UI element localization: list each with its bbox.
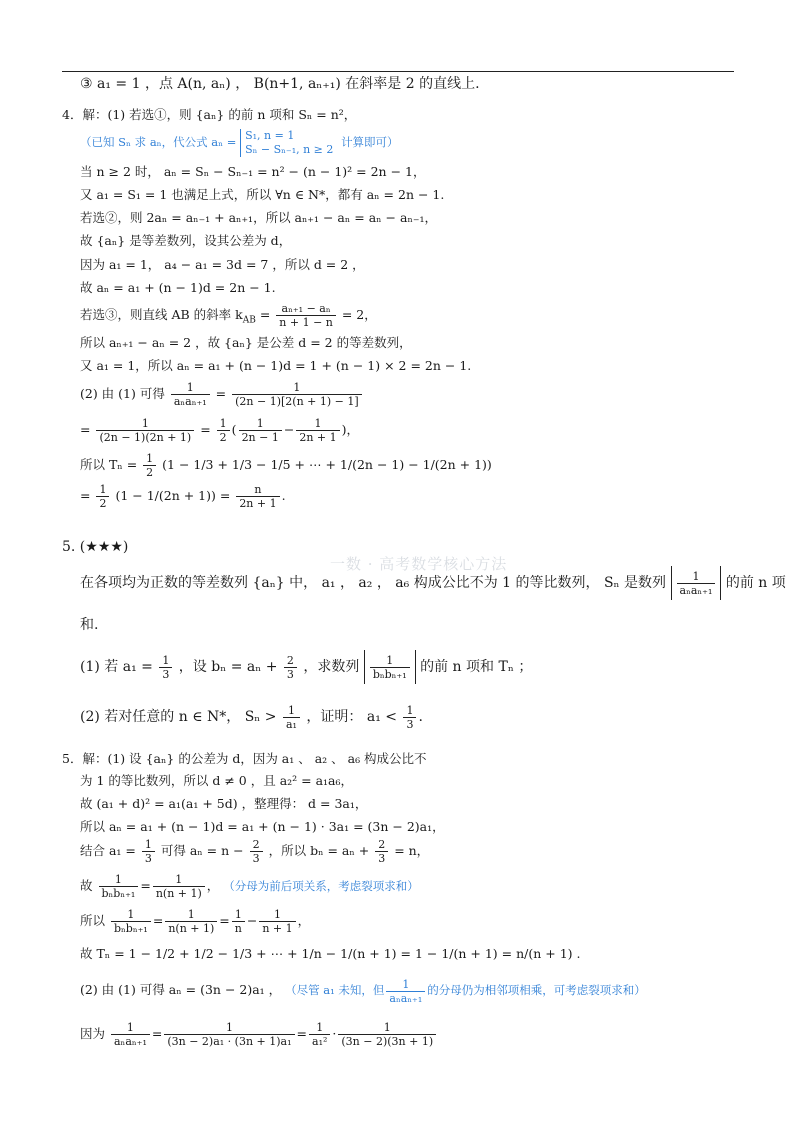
s4-l15-half <box>96 483 109 510</box>
s4-l9-sub: AB <box>242 315 256 326</box>
s4-l13-d1: (2n − 1)(2n + 1) <box>99 431 192 444</box>
s5-line-10: 因为 $\frac{1}{\text{aₙaₙ₊₁}}$ = $\frac{1}{\text{(3n − 2)a₁ · (3n + 1)a₁}}$ = $\frac{1}{\text{a₁²}}$ · $\frac{1}{(3n - 2)(3n + 1)}$ <box>80 1017 438 1051</box>
s5-line-9 <box>80 975 646 1005</box>
p5-q1-frac-a1 <box>159 654 172 681</box>
s5-l5-frac-2 <box>250 838 263 865</box>
s4-note-case-1: S₁, n = 1 <box>245 129 295 142</box>
s5-l9-note-frac <box>386 978 425 1005</box>
s4-slope-den: n + 1 − n <box>279 316 333 329</box>
s4-l15-half-d: 2 <box>99 497 107 510</box>
s5-l10-n1: 1 <box>111 1021 150 1035</box>
s5-l10-n2: 1 <box>164 1021 294 1035</box>
s5-l5-d1: 3 <box>144 852 152 865</box>
s5-l6-d2: n(n + 1) <box>155 887 202 900</box>
s5-l9-note-n: 1 <box>386 978 425 992</box>
p5-q1-pre: (1) 若 a₁ = <box>80 659 153 675</box>
s5-l9-pre: (2) 由 (1) 可得 aₙ = (3n − 2)a₁ ， <box>80 982 282 997</box>
s5-l9-note-pre: （尽管 a₁ 未知，但 <box>285 983 385 997</box>
s5-l6-note: （分母为前后项关系，考虑裂项求和） <box>223 879 419 893</box>
s5-line-7: 所以 $\frac{1}{\text{bₙbₙ₊₁}}$ = $\frac{1}{n(n + 1)}$ = $\frac{1}{n}$ − $\frac{1}{n + 1}$ ， <box>80 908 311 935</box>
p5-q1-n2: 2 <box>284 654 297 668</box>
s4-l12-eq: = <box>215 386 227 401</box>
s4-l12-d1: aₙaₙ₊₁ <box>173 395 207 408</box>
p5-q1-n3: 1 <box>370 654 410 668</box>
p5-q2-pre: (2) 若对任意的 n ∈ N*， Sₙ > <box>80 709 277 725</box>
s4-note-case-2: Sₙ − Sₙ₋₁, n ≥ 2 <box>245 143 334 156</box>
p5-q1-d1: 3 <box>162 667 170 681</box>
s4-l15-n: n <box>236 483 279 497</box>
s4-line-6: 故 {aₙ} 是等差数列，设其公差为 d， <box>80 233 292 248</box>
s4-note-post: 计算即可） <box>341 135 399 149</box>
s5-l7-frac-2 <box>165 908 217 935</box>
s4-line-11: 又 a₁ = 1，所以 aₙ = a₁ + (n − 1)d = 1 + (n − 1) × 2 = 2n − 1. <box>80 358 472 373</box>
s5-l9-note-post: 的分母仍为相邻项相乘，可考虑裂项求和） <box>427 983 646 997</box>
s4-line-7: 因为 a₁ = 1， a₄ − a₁ = 3d = 7 ，所以 d = 2 ， <box>80 257 365 272</box>
p5-q1-seq <box>364 650 416 684</box>
s4-l14-pre: 所以 Tₙ = <box>80 457 138 472</box>
s5-l9-note <box>285 977 646 1005</box>
s4-line-4: 又 a₁ = S₁ = 1 也满足上式，所以 ∀n ∈ N*，都有 aₙ = 2n − 1. <box>80 187 445 202</box>
s5-l10-d1: aₙaₙ₊₁ <box>114 1035 147 1048</box>
s5-l5-post: = n， <box>394 843 430 858</box>
p5-q1-frac-seq <box>370 654 410 681</box>
p5-q1-d2: 3 <box>286 667 294 681</box>
s4-note-formula <box>80 127 399 157</box>
s4-l9-post: = 2， <box>341 307 377 322</box>
s5-l7-pre: 所以 <box>80 913 106 928</box>
s4-l15-pre: = <box>80 488 91 503</box>
s4-line-12 <box>80 377 364 411</box>
s4-l15-frac <box>236 483 279 510</box>
s4-line-8: 故 aₙ = a₁ + (n − 1)d = 2n − 1. <box>80 280 276 295</box>
s5-l7-frac-3 <box>232 908 245 935</box>
p5-q1-post: 的前 n 项和 Tₙ ； <box>420 659 533 675</box>
s5-l6-frac-1 <box>99 873 139 900</box>
s4-line-9 <box>80 300 377 336</box>
p5-q2-frac-third <box>403 704 416 731</box>
s4-l14-half-n: 1 <box>143 452 156 466</box>
s5-l7-frac-1 <box>111 908 151 935</box>
p5-q1-mid2: ，求数列 <box>303 659 360 675</box>
p5-l1-seq <box>671 566 722 600</box>
s5-line-5 <box>80 836 429 866</box>
s5-l7-d3: n <box>234 922 242 935</box>
s5-l7-d4: n + 1 <box>262 922 293 935</box>
p5-q2-frac-a1 <box>283 704 300 731</box>
s4-l9-pre: 若选③，则直线 AB 的斜率 k <box>80 307 243 322</box>
s5-l7-n4: 1 <box>259 908 295 922</box>
s4-l12-n2: 1 <box>232 381 362 395</box>
s5-line-2: 为 1 的等比数列，所以 d ≠ 0 ，且 a₂² = a₁a₆， <box>80 773 354 788</box>
s5-l7-d2: n(n + 1) <box>168 922 215 935</box>
s4-l12-frac-1 <box>171 381 210 408</box>
p5-l1-post: 的前 n 项 <box>725 575 786 591</box>
s4-l12-n1: 1 <box>171 381 210 395</box>
s5-l10-frac-3 <box>309 1021 330 1048</box>
s4-l13-n1: 1 <box>96 417 194 431</box>
s4-l13-tail: )， <box>341 422 360 437</box>
s4-l9-eq: = <box>255 307 271 322</box>
s4-l13-half <box>217 417 230 444</box>
s4-l14-half-d: 2 <box>146 466 154 479</box>
s4-note-pre: （已知 Sₙ 求 aₙ，代公式 aₙ = <box>80 135 237 149</box>
s5-line-3: 故 (a₁ + d)² = a₁(a₁ + 5d) ，整理得： d = 3a₁， <box>80 796 368 811</box>
p5-l1-den: aₙaₙ₊₁ <box>679 583 713 597</box>
s4-l13-frac-1 <box>96 417 194 444</box>
s4-l15-d: 2n + 1 <box>239 497 277 510</box>
s5-l10-n4: 1 <box>338 1021 436 1035</box>
s5-l7-d1: bₙbₙ₊₁ <box>114 922 148 935</box>
s4-l13-d4: 2n + 1 <box>299 431 337 444</box>
s5-l6-frac-2 <box>153 873 205 900</box>
s4-l13-frac-4 <box>296 417 339 444</box>
s5-l5-frac-1 <box>142 838 155 865</box>
top-rule <box>62 71 734 72</box>
p5-line-2: 和. <box>80 617 99 633</box>
s5-l9-note-d: aₙaₙ₊₁ <box>389 991 423 1005</box>
s5-l7-frac-4 <box>259 908 295 935</box>
s5-l7-n1: 1 <box>111 908 151 922</box>
s4-l15-body: (1 − 1/(2n + 1)) = <box>115 488 231 503</box>
p5-q2-n1: 1 <box>283 704 300 718</box>
p5-q1-d3: bₙbₙ₊₁ <box>372 667 407 681</box>
s5-l10-frac-2 <box>164 1021 294 1048</box>
p5-l1-pre: 在各项均为正数的等差数列 {aₙ} 中， a₁ ， a₂ ， a₆ 构成公比不为 1 的等比数列， Sₙ 是数列 <box>80 575 667 591</box>
s4-line-13: = $\frac{1}{(2n - 1)(2n + 1)}$ = $\frac{1}{2}$ ( $\frac{1}{2n - 1}$ − $\frac{1}{2n + 1}$ )， <box>80 417 360 444</box>
s5-l5-pre: 结合 a₁ = <box>80 843 136 858</box>
p5-line-1 <box>80 566 786 600</box>
s5-l10-pre: 因为 <box>80 1026 106 1041</box>
s5-l5-n1: 1 <box>142 838 155 852</box>
p5-q2-post: ，证明： a₁ < <box>306 709 398 725</box>
p5-q2-d1: a₁ <box>286 717 297 731</box>
s5-l10-d2: (3n − 2)a₁ · (3n + 1)a₁ <box>167 1035 292 1048</box>
s4-l13-eq1: = <box>80 422 91 437</box>
s5-l6-n1: 1 <box>99 873 139 887</box>
s5-line-4: 所以 aₙ = a₁ + (n − 1)d = a₁ + (n − 1) · 3a₁ = (3n − 2)a₁， <box>80 819 445 834</box>
s5-l10-frac-4 <box>338 1021 436 1048</box>
s5-l10-n3: 1 <box>309 1021 330 1035</box>
watermark: 一数 · 高考数学核心方法 <box>330 555 508 573</box>
s5-l5-n2: 2 <box>250 838 263 852</box>
s4-line-5: 若选②，则 2aₙ = aₙ₋₁ + aₙ₊₁，所以 aₙ₊₁ − aₙ = aₙ − aₙ₋₁， <box>80 210 437 225</box>
s5-l5-n3: 2 <box>375 838 388 852</box>
s4-l13-eq2: = <box>200 422 211 437</box>
p5-q1-frac-2-3 <box>284 654 297 681</box>
s4-l12-frac-2 <box>232 381 362 408</box>
s4-line-1: 4．解：(1) 若选①，则 {aₙ} 的前 n 项和 Sₙ = n²， <box>62 107 357 122</box>
p5-q2-n2: 1 <box>403 704 416 718</box>
s4-line-10: 所以 aₙ₊₁ − aₙ = 2 ，故 {aₙ} 是公差 d = 2 的等差数列， <box>80 335 412 350</box>
s4-l15-half-n: 1 <box>96 483 109 497</box>
s5-l10-d3: a₁² <box>312 1035 328 1048</box>
s5-l7-n3: 1 <box>232 908 245 922</box>
s5-l5-mid2: ，所以 bₙ = aₙ + <box>268 843 370 858</box>
s5-line-1: 5．解：(1) 设 {aₙ} 的公差为 d，因为 a₁ 、 a₂ 、 a₆ 构成公比不 <box>62 751 427 766</box>
s4-l13-frac-3 <box>239 417 282 444</box>
p5-question-2 <box>80 700 423 734</box>
s4-l13-minus: − <box>283 422 295 437</box>
s4-slope-num: aₙ₊₁ − aₙ <box>276 302 336 316</box>
s4-l14-half <box>143 452 156 479</box>
s5-l10-d4: (3n − 2)(3n + 1) <box>341 1035 434 1048</box>
p5-question-1 <box>80 650 532 684</box>
s4-line-15: = $\frac{1}{2}$ (1 − 1/(2n + 1)) = $\frac{n}{2n + 1}$ . <box>80 483 286 510</box>
p5-l1-frac <box>677 570 716 597</box>
p5-l1-n: 1 <box>677 570 716 584</box>
p5-q1-mid: ，设 bₙ = aₙ + <box>178 659 278 675</box>
s4-l12-d2: (2n − 1)[2(n + 1) − 1] <box>235 395 359 408</box>
p5-q2-end: . <box>418 709 423 725</box>
p5-heading: 5. (★★★) <box>62 539 129 555</box>
p5-q2-d2: 3 <box>406 717 414 731</box>
condition-3-line: ③ a₁ = 1 ，点 A(n, aₙ) ， B(n+1, aₙ₊₁) 在斜率是 2 的直线上. <box>80 76 480 92</box>
s5-l5-frac-3 <box>375 838 388 865</box>
s5-l5-d3: 3 <box>378 852 386 865</box>
s4-l13-n3: 1 <box>239 417 282 431</box>
s5-l6-d1: bₙbₙ₊₁ <box>101 887 136 900</box>
s4-l13-half-d: 2 <box>219 431 227 444</box>
s5-l6-n2: 1 <box>153 873 205 887</box>
s4-l14-body: (1 − 1/3 + 1/3 − 1/5 + ⋯ + 1/(2n − 1) − 1/(2n + 1)) <box>162 457 492 472</box>
s5-l5-mid: 可得 aₙ = n − <box>160 843 244 858</box>
p5-q1-n1: 1 <box>159 654 172 668</box>
s4-line-14 <box>80 450 492 480</box>
s4-l13-half-n: 1 <box>217 417 230 431</box>
s4-note-cases <box>240 129 333 157</box>
s4-l13-n4: 1 <box>296 417 339 431</box>
s5-l10-frac-1 <box>111 1021 150 1048</box>
s4-l13-d3: 2n − 1 <box>241 431 279 444</box>
s5-l7-n2: 1 <box>165 908 217 922</box>
s4-l12-pre: (2) 由 (1) 可得 <box>80 386 165 401</box>
s5-l5-d2: 3 <box>252 852 260 865</box>
s4-slope-fraction <box>276 302 336 329</box>
s4-line-3: 当 n ≥ 2 时， aₙ = Sₙ − Sₙ₋₁ = n² − (n − 1)² = 2n − 1， <box>80 164 426 179</box>
s5-l6-pre: 故 <box>80 878 93 893</box>
s5-line-6: 故 $\frac{1}{\text{bₙbₙ₊₁}}$ = $\frac{1}{n(n + 1)}$ ， （分母为前后项关系，考虑裂项求和） <box>80 873 419 900</box>
s5-line-8: 故 Tₙ = 1 − 1/2 + 1/2 − 1/3 + ⋯ + 1/n − 1/(n + 1) = 1 − 1/(n + 1) = n/(n + 1) . <box>80 946 581 961</box>
